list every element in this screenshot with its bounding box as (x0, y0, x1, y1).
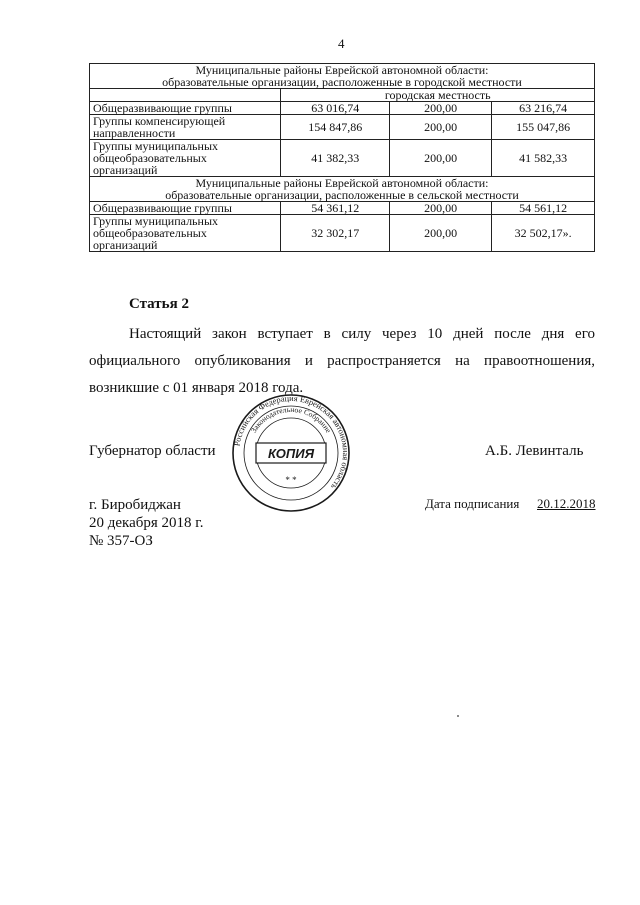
group-label-line: Общеразвивающие группы (93, 101, 232, 115)
value-cell: 200,00 (390, 102, 492, 115)
value-cell: 32 502,17». (492, 215, 595, 252)
group-label (90, 115, 281, 140)
payment-table (89, 63, 595, 252)
sign-date-label: Дата подписания (425, 496, 520, 511)
section-header-line: Муниципальные районы Еврейской автономной области: (195, 176, 489, 190)
group-label (90, 102, 281, 115)
law-number: № 357-ОЗ (89, 533, 153, 549)
article-text (89, 321, 595, 402)
law-date: 20 декабря 2018 г. (89, 515, 204, 531)
value-cell: 200,00 (390, 215, 492, 252)
governor-name: А.Б. Левинталь (485, 443, 584, 459)
section-header-line: образовательные организации, расположенные в городской местности (162, 75, 522, 89)
article-title: Статья 2 (129, 296, 189, 312)
group-label-line: организаций (93, 163, 158, 177)
value-cell: 32 302,17 (281, 215, 390, 252)
group-label-line: Группы компенсирующей (93, 114, 226, 128)
section-header (90, 64, 595, 89)
governor-title: Губернатор области (89, 443, 216, 459)
table-row (90, 115, 595, 140)
group-label-line: направленности (93, 126, 176, 140)
group-label (90, 202, 281, 215)
table-row (90, 102, 595, 115)
article-line: возникшие с 01 января 2018 года. (89, 380, 304, 396)
section-header-line: Муниципальные районы Еврейской автономной области: (195, 63, 489, 77)
section-header-row (90, 64, 595, 89)
value-cell: 54 561,12 (492, 202, 595, 215)
seal-center-text: КОПИЯ (267, 446, 315, 461)
city: г. Биробиджан (89, 497, 181, 513)
section-header-line: образовательные организации, расположенные в сельской местности (165, 188, 519, 202)
page-number: 4 (338, 36, 345, 51)
value-cell: 200,00 (390, 140, 492, 177)
empty-cell (90, 89, 281, 102)
value-cell: 155 047,86 (492, 115, 595, 140)
speck (457, 715, 459, 717)
value-cell: 41 582,33 (492, 140, 595, 177)
value-cell: 54 361,12 (281, 202, 390, 215)
group-label-line: организаций (93, 238, 158, 252)
table-row (90, 140, 595, 177)
table-row (90, 202, 595, 215)
value-cell: 200,00 (390, 202, 492, 215)
article-line: официального опубликования и распространяется на правоотношения, (89, 353, 595, 369)
official-seal-stamp (231, 393, 351, 513)
group-label (90, 140, 281, 177)
value-cell: 63 016,74 (281, 102, 390, 115)
group-label-line: Группы муниципальных (93, 214, 219, 228)
place-date-number (89, 496, 204, 550)
section-header-row (90, 177, 595, 202)
group-label (90, 215, 281, 252)
section-header (90, 177, 595, 202)
group-label-line: Группы муниципальных (93, 139, 219, 153)
seal-stars: * * (285, 475, 297, 485)
seal-outer-text: Российская Федерация Еврейская автономная область (232, 393, 351, 491)
seal-inner-text: Законодательное Собрание (249, 404, 334, 435)
value-cell: 200,00 (390, 115, 492, 140)
group-label-line: общеобразовательных (93, 151, 207, 165)
group-label-line: общеобразовательных (93, 226, 207, 240)
value-cell: 63 216,74 (492, 102, 595, 115)
subheader-row (90, 89, 595, 102)
value-cell: 41 382,33 (281, 140, 390, 177)
subheader: городская местность (281, 89, 595, 102)
value-cell: 154 847,86 (281, 115, 390, 140)
table-row (90, 215, 595, 252)
article-line: Настоящий закон вступает в силу через 10 дней после дня его (129, 326, 595, 342)
sign-date-value: 20.12.2018 (537, 496, 596, 511)
group-label-line: Общеразвивающие группы (93, 201, 232, 215)
